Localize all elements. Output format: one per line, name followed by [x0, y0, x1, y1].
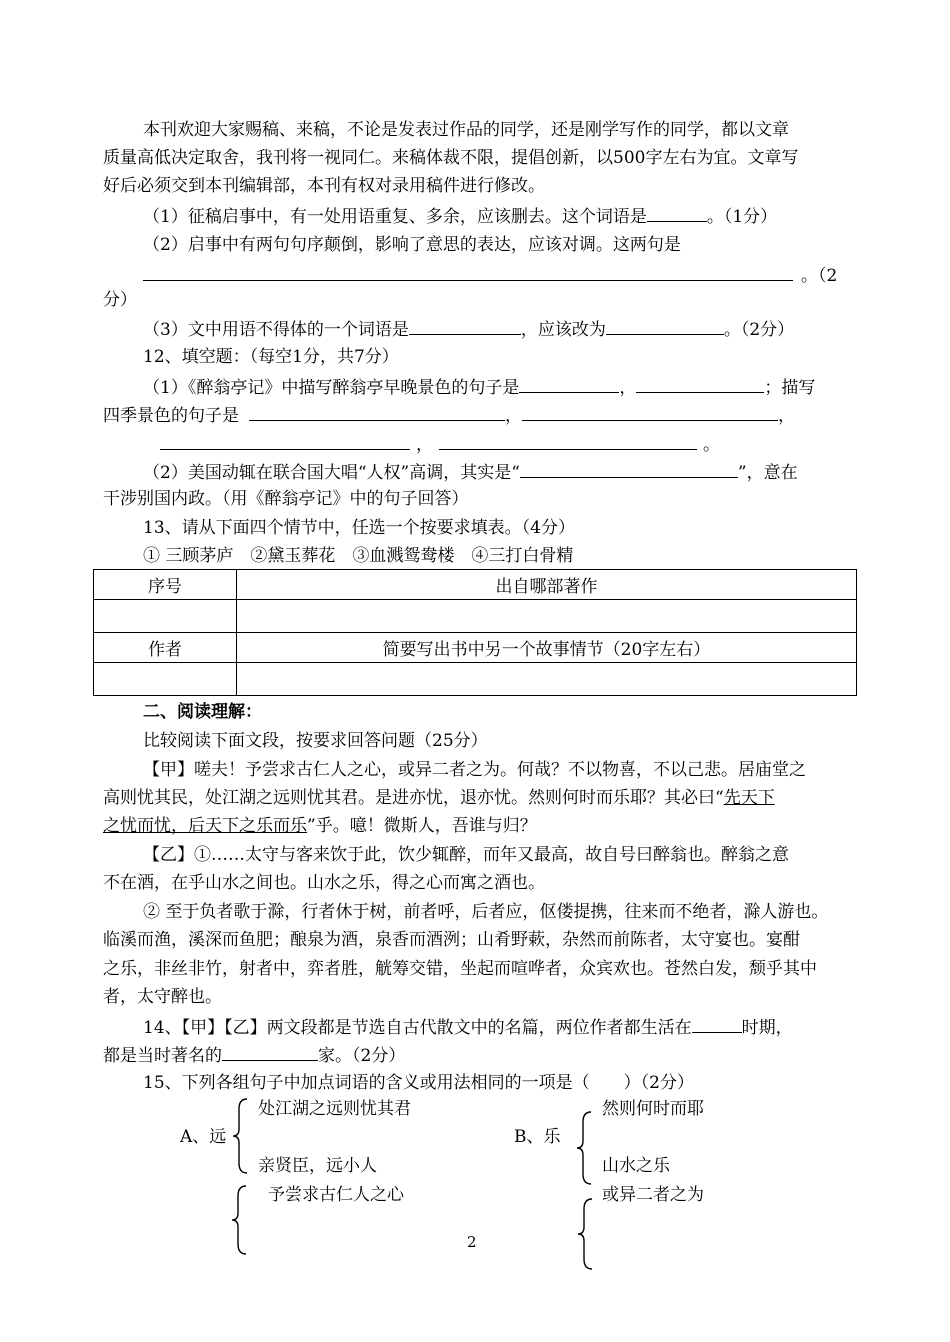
q11-part2: （2）启事中有两句句序颠倒，影响了意思的表达，应该对调。这两句是 [143, 235, 681, 255]
table-header-number: 序号 [94, 570, 237, 600]
q15-title: 15、下列各组句子中加点词语的含义或用法相同的一项是（ ）（2分） [143, 1073, 694, 1093]
q12-part1-line2: 四季景色的句子是 ， ， [103, 402, 795, 428]
notice-line-3: 好后必须交到本刊编辑部，本刊有权对录用稿件进行修改。 [103, 176, 545, 196]
q12-part2: （2）美国动辄在联合国大唱“人权”高调，其实是“ ”，意在 [143, 459, 798, 485]
section2-intro: 比较阅读下面文段，按要求回答问题（25分） [143, 731, 488, 751]
answer-blank[interactable] [249, 402, 505, 421]
brace-b [575, 1110, 597, 1186]
answer-blank[interactable] [160, 431, 410, 450]
yi-line-1: 【乙】①……太守与客来饮于此，饮少辄醉，而年又最高，故自号曰醉翁也。醉翁之意 [143, 845, 789, 865]
table-header-plot: 简要写出书中另一个故事情节（20字左右） [237, 633, 857, 663]
q15-b-sentence-2: 山水之乐 [602, 1156, 670, 1176]
q12-part2-line2: 干涉别国内政。（用《醉翁亭记》中的句子回答） [103, 489, 469, 509]
q15-b-sentence-1: 然则何时而耶 [602, 1099, 704, 1119]
q14-line-1: 14、【甲】【乙】两文段都是节选自古代散文中的名篇，两位作者都生活在 时期， [143, 1014, 793, 1040]
notice-line-1: 本刊欢迎大家赐稿、来稿，不论是发表过作品的同学，还是刚学写作的同学，都以文章 [143, 120, 789, 140]
answer-blank[interactable] [636, 374, 764, 393]
q11-part2-blank-line: 。（2 [143, 262, 837, 288]
section2-heading: 二、阅读理解： [143, 702, 262, 722]
q13-options: ① 三顾茅庐 ②黛玉葬花 ③血溅鸳鸯楼 ④三打白骨精 [143, 546, 574, 566]
answer-blank[interactable] [439, 431, 697, 450]
table-cell-plot[interactable] [237, 663, 857, 696]
jia-line-3: 之忧而忧，后天下之乐而乐”乎。噫！微斯人，吾谁与归？ [103, 816, 537, 836]
q11-part2-tail: 分） [103, 290, 137, 310]
answer-blank[interactable] [606, 316, 724, 335]
brace-d [576, 1197, 598, 1271]
yi-line-5: 之乐，非丝非竹，射者中，弈者胜，觥筹交错，坐起而喧哗者，众宾欢也。苍然白发，颓乎其中 [103, 959, 817, 979]
table-header-author: 作者 [94, 633, 237, 663]
brace-a [231, 1097, 253, 1175]
yi-line-2: 不在酒，在乎山水之间也。山水之乐，得之心而寓之酒也。 [103, 873, 545, 893]
q11-part1: （1）征稿启事中，有一处用语重复、多余，应该删去。这个词语是 。（1分） [143, 203, 777, 229]
answer-blank[interactable] [222, 1042, 318, 1061]
table-header-book: 出自哪部著作 [237, 570, 857, 600]
jia-line-2: 高则忧其民，处江湖之远则忧其君。是进亦忧，退亦忧。然则何时而乐耶？其必曰“先天下 [103, 788, 775, 808]
q15-a-sentence-2: 亲贤臣，远小人 [258, 1156, 377, 1176]
q15-c-sentence-1: 予尝求古仁人之心 [268, 1185, 404, 1205]
q15-a-sentence-1: 处江湖之远则忧其君 [258, 1099, 411, 1119]
answer-table [93, 569, 857, 696]
q15-d-sentence-1: 或异二者之为 [602, 1185, 704, 1205]
notice-line-2: 质量高低决定取舍，我刊将一视同仁。来稿体裁不限，提倡创新，以500字左右为宜。文章写 [103, 148, 799, 168]
yi-line-6: 者，太守醉也。 [103, 987, 222, 1007]
q11-part3: （3）文中用语不得体的一个词语是 ，应该改为 。（2分） [143, 316, 794, 342]
answer-blank[interactable] [520, 459, 738, 478]
answer-blank[interactable] [519, 374, 619, 393]
brace-c [230, 1184, 252, 1256]
yi-line-4: 临溪而渔，溪深而鱼肥；酿泉为酒，泉香而酒洌；山肴野蔌，杂然而前陈者，太守宴也。宴酣 [103, 930, 800, 950]
q13-title: 13、请从下面四个情节中，任选一个按要求填表。（4分） [143, 518, 575, 538]
table-cell-author[interactable] [94, 663, 237, 696]
q15-option-a-label: A、远 [180, 1127, 227, 1147]
answer-blank[interactable] [692, 1014, 742, 1033]
yi-line-3: ② 至于负者歌于滁，行者休于树，前者呼，后者应，伛偻提携，往来而不绝者，滁人游也。 [143, 902, 829, 922]
q12-part1: （1）《醉翁亭记》中描写醉翁亭早晚景色的句子是 ， ；描写 [143, 374, 815, 400]
jia-line-1: 【甲】嗟夫！予尝求古仁人之心，或异二者之为。何哉？不以物喜，不以己悲。居庙堂之 [143, 760, 806, 780]
table-cell-number[interactable] [94, 600, 237, 633]
q14-line-2: 都是当时著名的 家。（2分） [103, 1042, 405, 1068]
q12-part1-line3: ， 。 [160, 431, 720, 457]
answer-blank[interactable] [143, 262, 793, 281]
q15-option-b-label: B、乐 [514, 1127, 561, 1147]
table-cell-book[interactable] [237, 600, 857, 633]
answer-blank[interactable] [522, 402, 778, 421]
answer-blank[interactable] [647, 203, 707, 222]
q12-title: 12、填空题：（每空1分，共7分） [143, 347, 399, 367]
answer-blank[interactable] [409, 316, 521, 335]
page-number: 2 [467, 1233, 477, 1251]
